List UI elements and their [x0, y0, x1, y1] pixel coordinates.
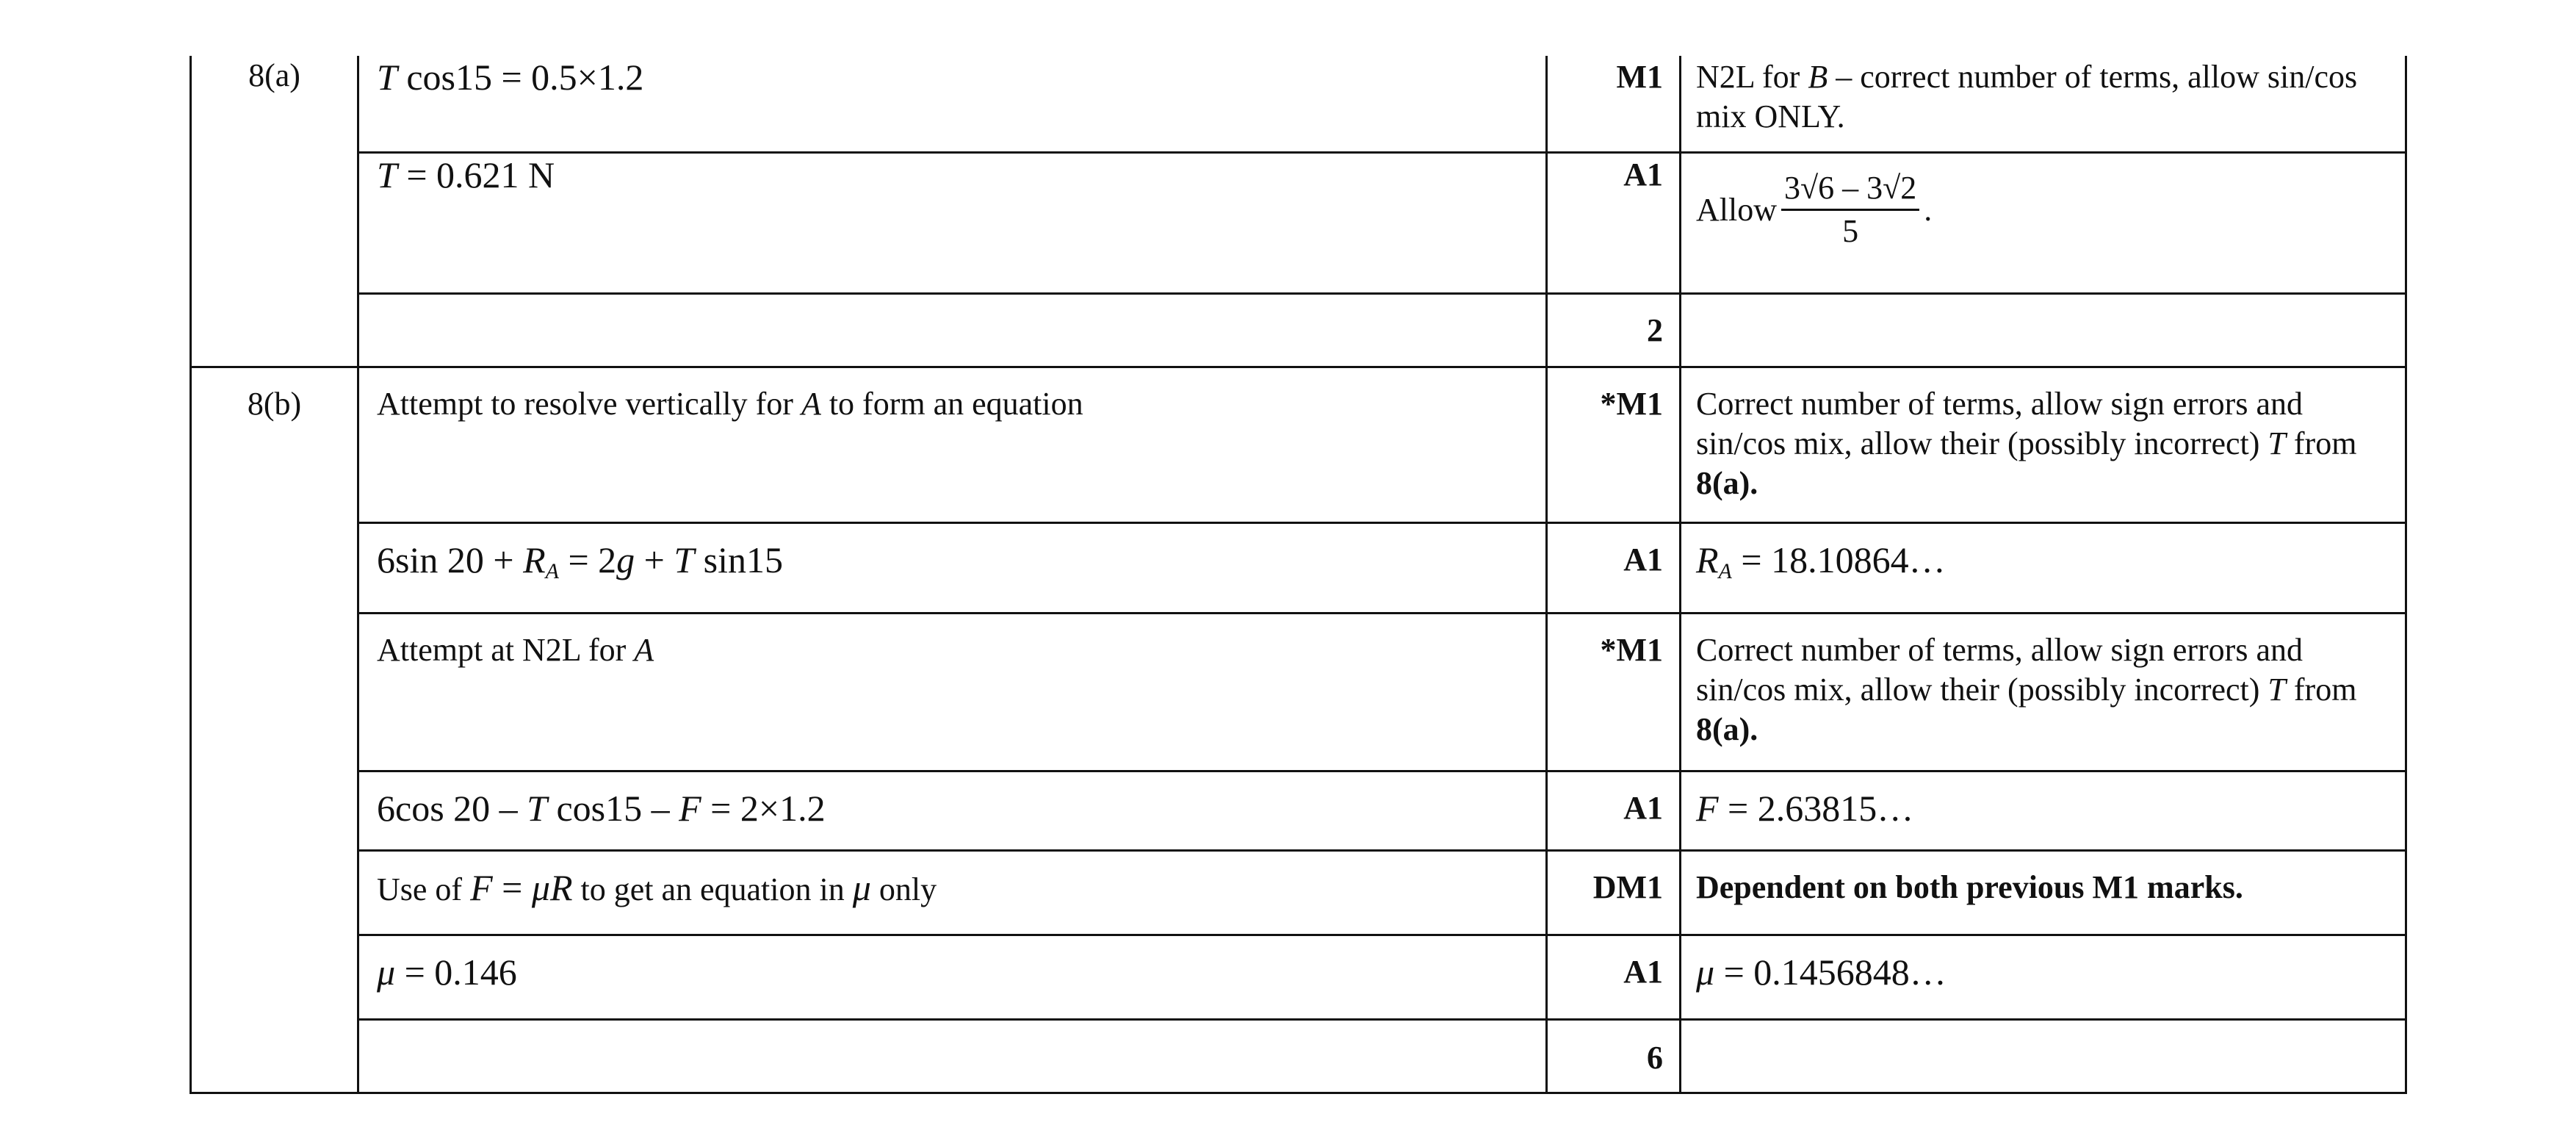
- answer-cell: [358, 293, 1547, 367]
- answer-cell: [358, 1019, 1547, 1093]
- guidance-cell: [1681, 1019, 2406, 1093]
- answer-cell: Use of F = μR to get an equation in μ only: [358, 850, 1547, 935]
- answer-cell: Attempt to resolve vertically for A to form an equation: [358, 367, 1547, 522]
- mark-cell: *M1: [1547, 367, 1681, 522]
- question-label: 8(a): [191, 56, 358, 367]
- mark-cell: M1: [1547, 56, 1681, 152]
- guidance-cell: μ = 0.1456848…: [1681, 935, 2406, 1019]
- mark-total: 6: [1547, 1019, 1681, 1093]
- mark-total: 2: [1547, 293, 1681, 367]
- mark-cell: A1: [1547, 152, 1681, 293]
- answer-cell: Attempt at N2L for A: [358, 613, 1547, 771]
- guidance-cell: Correct number of terms, allow sign errors and sin/cos mix, allow their (possibly incorrect) T from 8(a).: [1681, 367, 2406, 522]
- table-row: [191, 56, 2406, 152]
- guidance-cell: F = 2.63815…: [1681, 771, 2406, 850]
- mark-cell: DM1: [1547, 850, 1681, 935]
- question-label: 8(b): [191, 367, 358, 1093]
- guidance-cell: Dependent on both previous M1 marks.: [1681, 850, 2406, 935]
- table-row: [191, 935, 2406, 1019]
- table-row: [191, 367, 2406, 522]
- table-row: [191, 613, 2406, 771]
- table-row: [191, 522, 2406, 613]
- answer-cell: 6sin $20 + R_A = 2g + T$ sin15: [358, 522, 1547, 613]
- table-row: [191, 850, 2406, 935]
- mark-cell: A1: [1547, 522, 1681, 613]
- mark-cell: A1: [1547, 935, 1681, 1019]
- table-row: [191, 152, 2406, 293]
- table-row: [191, 771, 2406, 850]
- answer-cell: μ = 0.146: [358, 935, 1547, 1019]
- mark-scheme-table: [190, 56, 2407, 1094]
- guidance-cell: Correct number of terms, allow sign errors and sin/cos mix, allow their (possibly incorrect) T from 8(a).: [1681, 613, 2406, 771]
- mark-cell: *M1: [1547, 613, 1681, 771]
- answer-cell: T = 0.621 N: [358, 152, 1547, 293]
- guidance-cell: N2L for B – correct number of terms, allow sin/cos mix ONLY.: [1681, 56, 2406, 152]
- guidance-cell: $R_A$ = 18.10864…: [1681, 522, 2406, 613]
- table-row: [191, 1019, 2406, 1093]
- fraction: $\frac{3√6 - 3√2}{5}$: [1781, 168, 1919, 252]
- mark-cell: A1: [1547, 771, 1681, 850]
- table-row: [191, 293, 2406, 367]
- guidance-cell: [1681, 293, 2406, 367]
- answer-cell: 6cos 20 – T cos15 – F = 2×1.2: [358, 771, 1547, 850]
- answer-cell: T cos15 = 0.5×1.2: [358, 56, 1547, 152]
- guidance-cell: Allow $\frac{3√6 - 3√2}{5}$ .: [1681, 152, 2406, 293]
